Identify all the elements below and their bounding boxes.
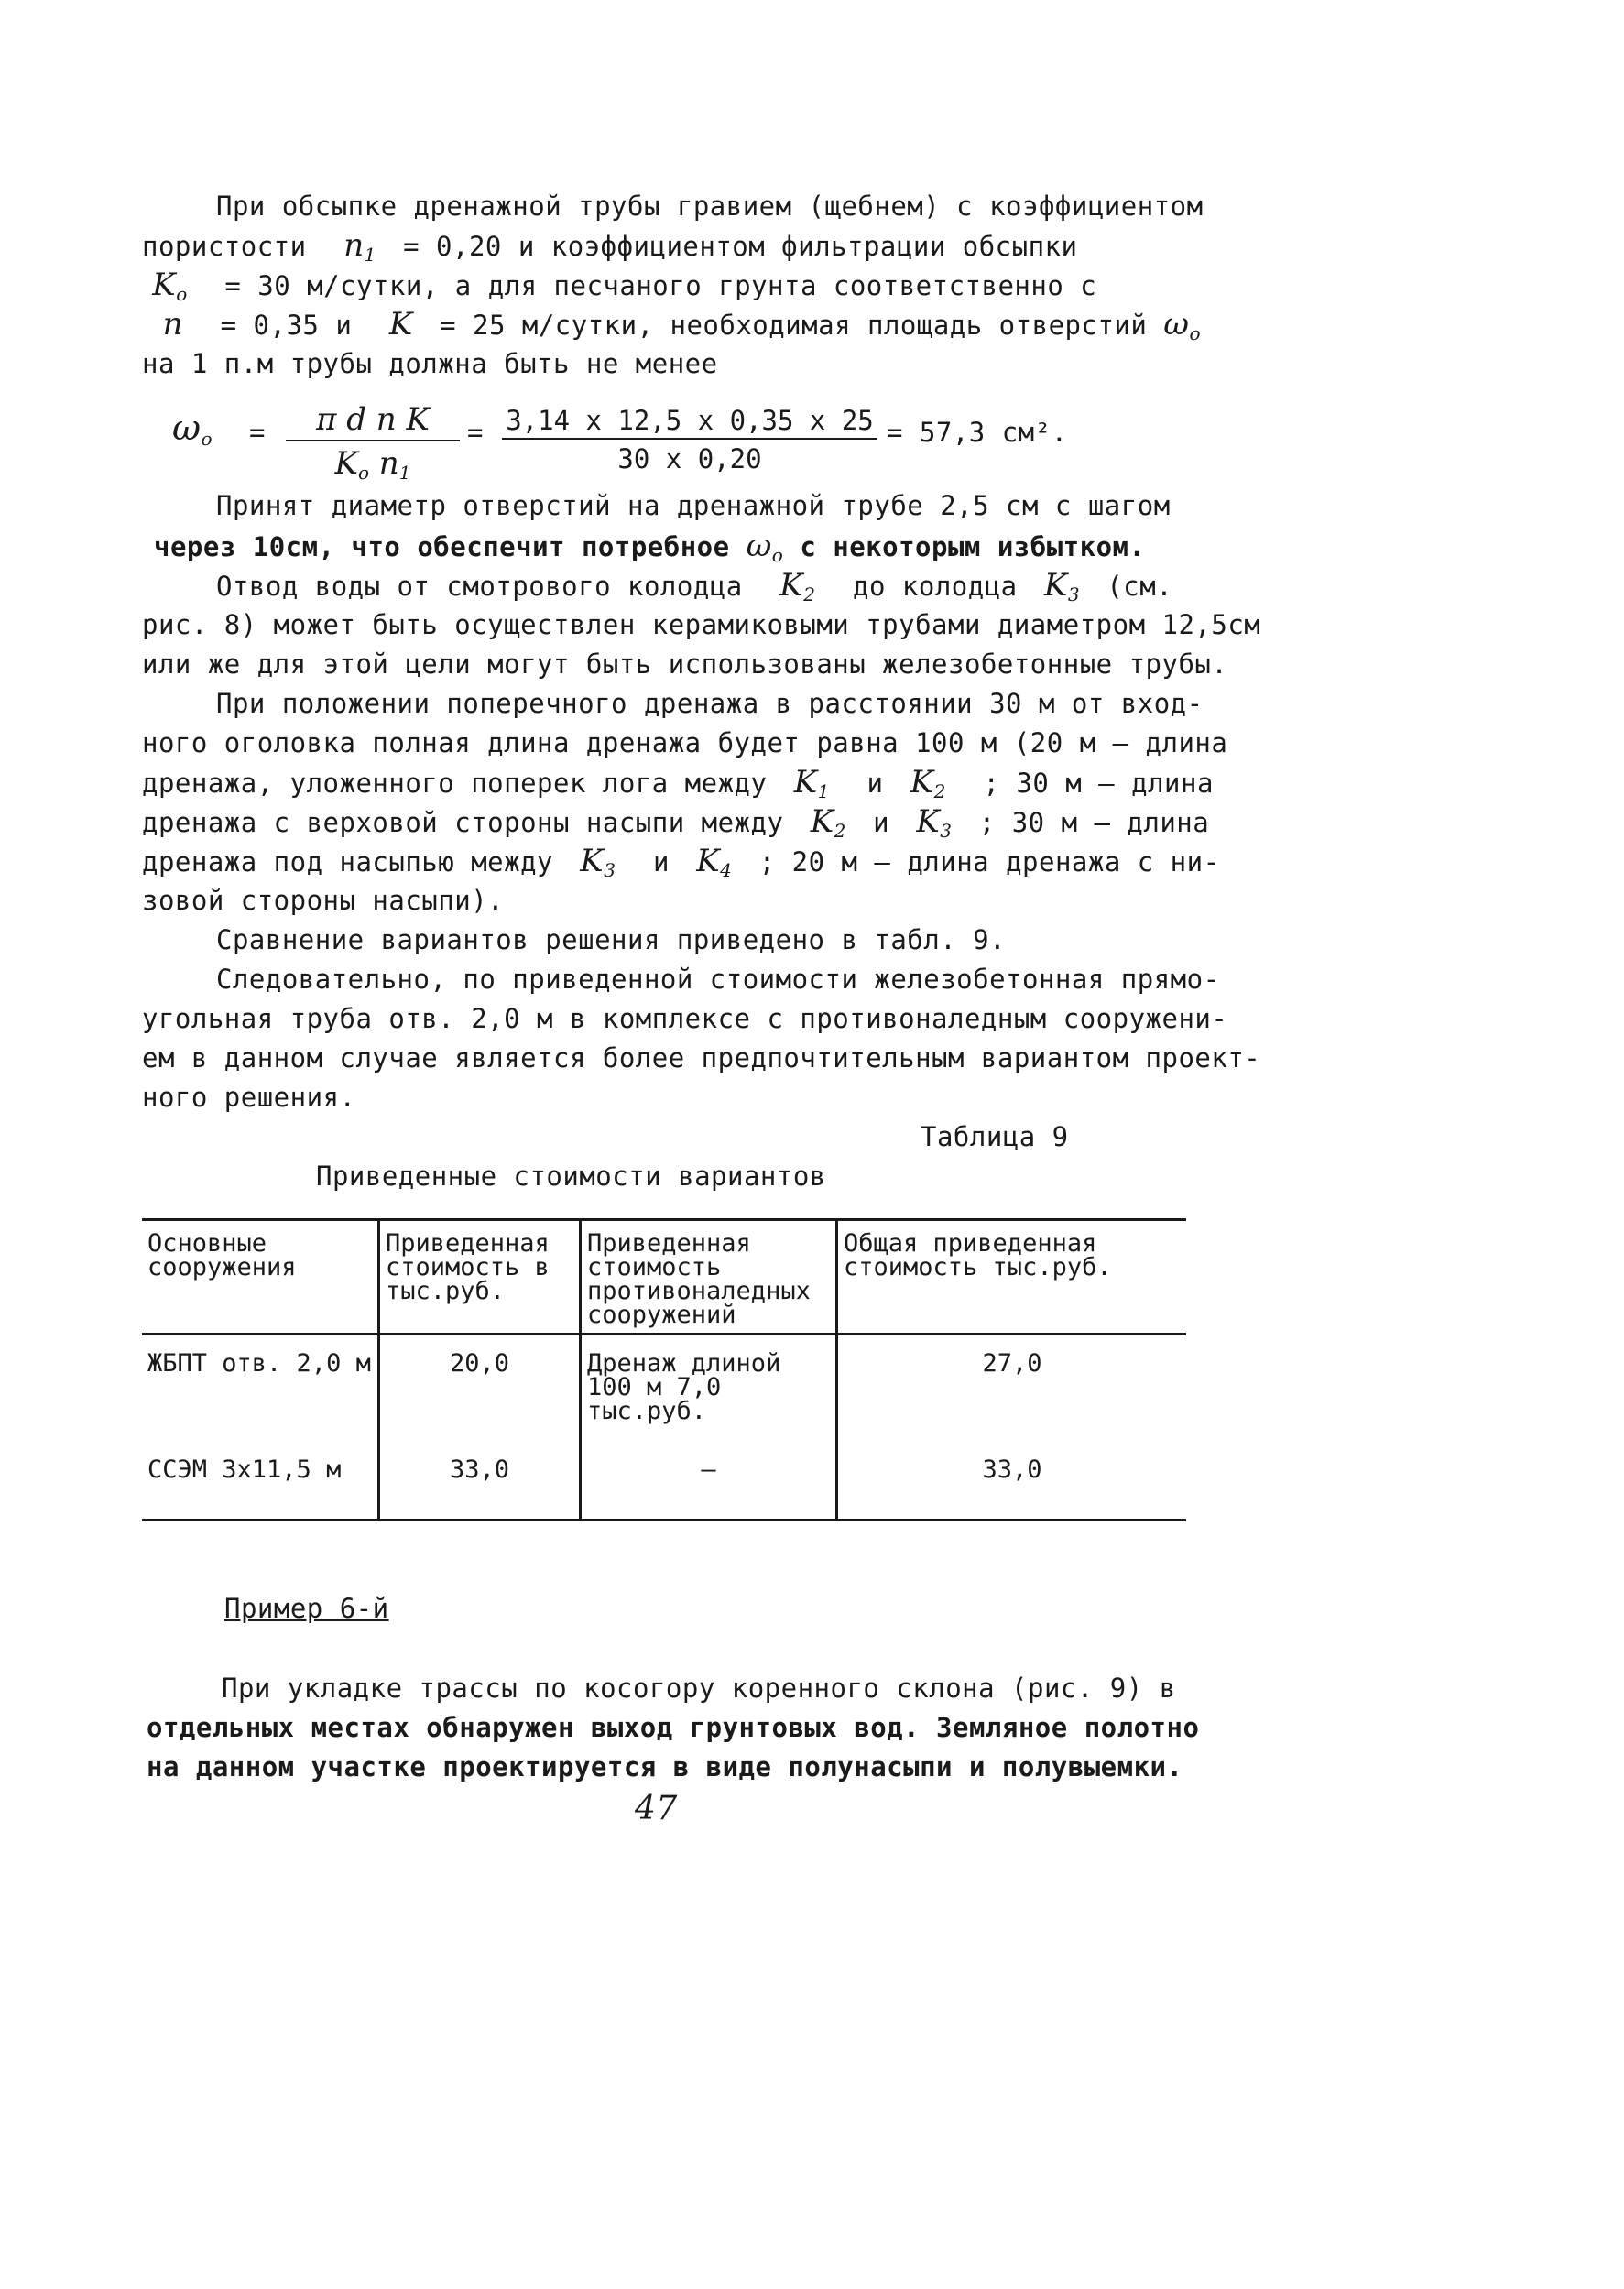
- formula-eq1: =: [249, 417, 266, 448]
- filtration-symbol-k: K: [368, 306, 424, 343]
- cell-structure: ЖБПТ отв. 2,0 м: [147, 1349, 371, 1378]
- p4-line4: дренажа с верховой стороны насыпи между $K_2$ и $K_3$ ; 30 м – длина: [142, 803, 1210, 842]
- table-row: [142, 1335, 1186, 1443]
- cell-cost: 33,0: [379, 1442, 581, 1521]
- col-header-structures: Основные сооружения: [142, 1220, 379, 1335]
- col-header-anti-icing-cost: Приведенная стоимость противоналедных сооружений: [581, 1220, 837, 1335]
- example-line3: на данном участке проектируется в виде полунасыпи и полувыемки.: [147, 1751, 1183, 1782]
- p6-line3: ем в данном случае является более предпочтительным вариантом проект-: [142, 1042, 1261, 1074]
- page-number: 47: [635, 1790, 678, 1827]
- costs-table: [142, 1218, 1186, 1521]
- p6-line2: угольная труба отв. 2,0 м в комплексе с противоналедным сооружени-: [142, 1003, 1228, 1034]
- p1-line5: на 1 п.м трубы должна быть не менее: [142, 348, 718, 379]
- example-heading: Пример 6-й: [224, 1593, 389, 1624]
- formula-num-numeric: 3,14 x 12,5 x 0,35 x 25: [502, 405, 877, 440]
- p4-line1: При положении поперечного дренажа в расстоянии 30 м от вход-: [216, 688, 1204, 719]
- porosity-symbol-n: n: [142, 306, 204, 343]
- cell-cost: 20,0: [379, 1335, 581, 1443]
- p5-line1: Сравнение вариантов решения приведено в табл. 9.: [216, 924, 1007, 955]
- cell-total: 27,0: [837, 1335, 1187, 1443]
- cell-total: 33,0: [837, 1442, 1187, 1521]
- formula-result: = 57,3 см².: [887, 417, 1068, 448]
- table-header-row: [142, 1220, 1186, 1335]
- formula-fraction-symbolic: [286, 401, 460, 484]
- p4-line3: дренажа, уложенного поперек лога между $K_1$ и $K_2$ ; 30 м – длина: [142, 764, 1214, 802]
- p1-line4: n = 0,35 и K = 25 м/сутки, необходимая площадь отверстий $\omega_o$: [142, 306, 1202, 344]
- example-line1: При укладке трассы по косогору коренного склона (рис. 9) в: [222, 1673, 1176, 1704]
- p1-line2: пористости $n_1 = 0,20$ и коэффициентом фильтрации обсыпки: [142, 227, 1078, 266]
- filtration-symbol-k0: $K_o$: [142, 267, 188, 305]
- table-row: [142, 1442, 1186, 1521]
- p6-line1: Следовательно, по приведенной стоимости железобетонная прямо-: [216, 964, 1220, 995]
- p2-line2: через 10см, что обеспечит потребное $\omega_o$ с некоторым избытком.: [154, 528, 1146, 566]
- formula-lhs: $\omega_o$: [172, 408, 213, 450]
- col-header-total-cost: Общая приведенная стоимость тыс.руб.: [837, 1220, 1187, 1335]
- p3-line3: или же для этой цели могут быть использованы железобетонные трубы.: [142, 649, 1228, 680]
- cell-anti-icing: –: [581, 1442, 837, 1521]
- p2-line1: Принят диаметр отверстий на дренажной трубе 2,5 см с шагом: [216, 490, 1171, 521]
- cell-anti-icing: Дренаж длиной 100 м 7,0 тыс.руб.: [581, 1335, 837, 1443]
- p6-line4: ного решения.: [142, 1082, 356, 1113]
- p1-line1: При обсыпке дренажной трубы гравием (щебнем) с коэффициентом: [216, 191, 1204, 222]
- p4-line5: дренажа под насыпью между $K_3$ и $K_4$ ; 20 м – длина дренажа с ни-: [142, 843, 1220, 881]
- p4-line2: ного оголовка полная длина дренажа будет равна 100 м (20 м – длина: [142, 727, 1228, 758]
- porosity-symbol-n1: $n_1$: [322, 227, 376, 266]
- formula-den-numeric: 30 x 0,20: [617, 443, 762, 474]
- example-line2: отдельных местах обнаружен выход грунтовых вод. Земляное полотно: [147, 1712, 1200, 1743]
- area-symbol-omega0: $\omega_o$: [1163, 306, 1202, 344]
- formula-num-symbolic: π d n K: [286, 401, 460, 441]
- p4-line6: зовой стороны насыпи).: [142, 885, 505, 916]
- table-label: Таблица 9: [921, 1121, 1069, 1152]
- formula-fraction-numeric: [502, 405, 877, 474]
- formula-den-symbolic: $K_o$ $n_1$: [334, 445, 411, 484]
- p3-line1: Отвод воды от смотрового колодца $K_2$ до колодца $K_3$ (см.: [216, 567, 1173, 605]
- p1-line3: $K_o$ = 30 м/сутки, а для песчаного грунта соответственно с: [142, 267, 1097, 305]
- table-title: Приведенные стоимости вариантов: [316, 1161, 826, 1192]
- formula-eq2: =: [467, 417, 484, 448]
- col-header-cost: Приведенная стоимость в тыс.руб.: [379, 1220, 581, 1335]
- cell-structure: ССЭМ 3x11,5 м: [142, 1442, 379, 1521]
- p3-line2: рис. 8) может быть осуществлен керамиковыми трубами диаметром 12,5см: [142, 609, 1261, 640]
